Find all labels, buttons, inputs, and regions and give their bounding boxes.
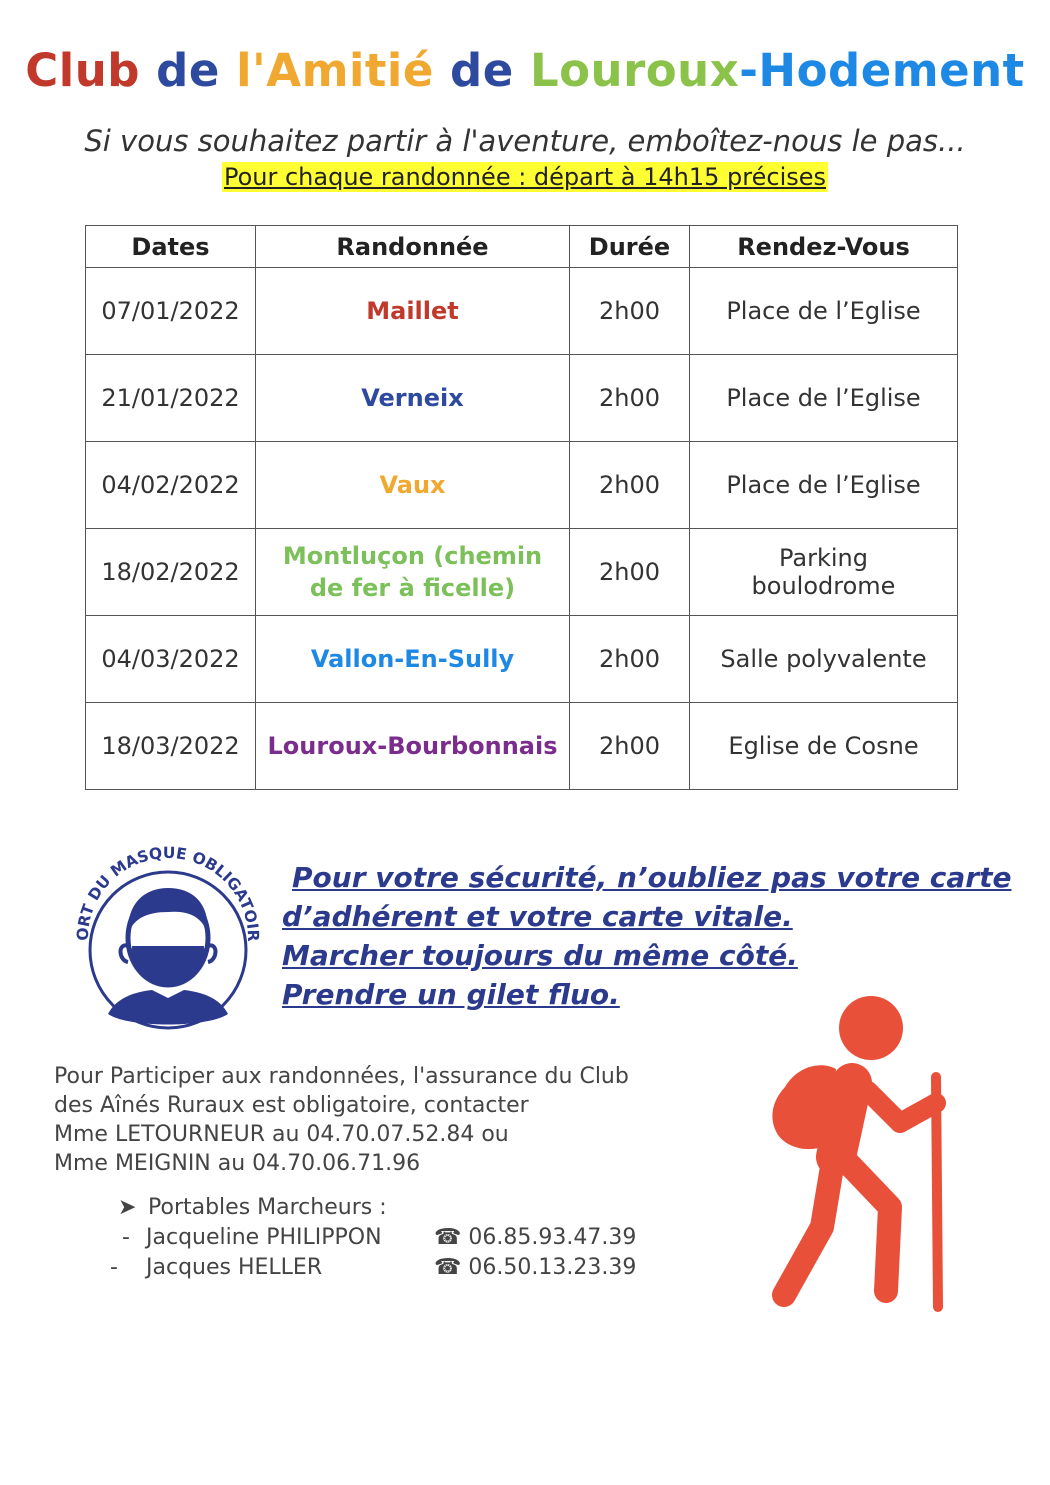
- cell-date: 18/02/2022: [86, 529, 256, 616]
- subtitle: Si vous souhaitez partir à l'aventure, emboîtez-nous le pas...: [84, 124, 966, 158]
- table-row: [86, 268, 958, 355]
- cell-meeting: Place de l’Eglise: [690, 268, 958, 355]
- masked-face-icon: [68, 838, 268, 1038]
- cell-duration: 2h00: [570, 616, 690, 703]
- hiker-illustration: [740, 995, 970, 1315]
- phone-icon: ☎: [434, 1255, 462, 1280]
- notice-line: [0, 162, 1050, 192]
- cell-meeting: Place de l’Eglise: [690, 442, 958, 529]
- mask-badge-text: ORT DU MASQUE OBLIGATOIR: [73, 843, 263, 942]
- contact-name: Jacqueline PHILIPPON: [146, 1225, 382, 1250]
- title-word: Club: [25, 44, 140, 97]
- cell-duration: 2h00: [570, 355, 690, 442]
- insurance-line: Pour Participer aux randonnées, l'assurance du Club: [54, 1064, 629, 1089]
- contact-item: [110, 1255, 637, 1280]
- departure-notice: Pour chaque randonnée : départ à 14h15 précises: [223, 163, 827, 191]
- cell-date: 18/03/2022: [86, 703, 256, 790]
- title-word: de: [156, 44, 220, 97]
- cell-date: 07/01/2022: [86, 268, 256, 355]
- title-word: de: [450, 44, 514, 97]
- safety-line: d’adhérent et votre carte vitale.: [282, 900, 793, 933]
- contact-phone: [434, 1225, 636, 1250]
- cell-date: 21/01/2022: [86, 355, 256, 442]
- table-header-row: [86, 226, 958, 268]
- contact-name: Jacques HELLER: [146, 1255, 323, 1280]
- contact-item: [122, 1225, 637, 1250]
- cell-duration: 2h00: [570, 442, 690, 529]
- mask-badge: [68, 838, 268, 1038]
- table-row: [86, 442, 958, 529]
- header-meeting: Rendez-Vous: [690, 226, 958, 268]
- title-word: -Hodement: [739, 44, 1025, 97]
- insurance-info: [54, 1062, 734, 1178]
- cell-duration: 2h00: [570, 529, 690, 616]
- cell-walk: Montluçon (chemin de fer à ficelle): [256, 529, 570, 616]
- title-word: Louroux: [529, 44, 740, 97]
- cell-walk: Vallon-En-Sully: [256, 616, 570, 703]
- page-title: [0, 44, 1050, 97]
- insurance-line: des Aînés Ruraux est obligatoire, contacter: [54, 1093, 529, 1118]
- title-word: l'Amitié: [236, 44, 434, 97]
- safety-line: Marcher toujours du même côté.: [282, 939, 798, 972]
- insurance-line: Mme LETOURNEUR au 04.70.07.52.84 ou: [54, 1122, 509, 1147]
- phones-heading: [118, 1195, 387, 1220]
- contact-number: 06.85.93.47.39: [468, 1225, 637, 1250]
- safety-line: Prendre un gilet fluo.: [282, 978, 620, 1011]
- phone-icon: ☎: [434, 1225, 462, 1250]
- table-row: [86, 529, 958, 616]
- dash-bullet-icon: -: [122, 1225, 130, 1250]
- dash-bullet-icon: -: [110, 1255, 118, 1280]
- contact-phone: [434, 1255, 636, 1280]
- schedule-table: [85, 225, 958, 790]
- cell-date: 04/03/2022: [86, 616, 256, 703]
- cell-meeting: Salle polyvalente: [690, 616, 958, 703]
- cell-meeting: Place de l’Eglise: [690, 355, 958, 442]
- safety-line: Pour votre sécurité, n’oubliez pas votre carte: [292, 861, 1012, 894]
- phones-heading-text: Portables Marcheurs :: [148, 1195, 387, 1220]
- header-duration: Durée: [570, 226, 690, 268]
- cell-date: 04/02/2022: [86, 442, 256, 529]
- table-row: [86, 355, 958, 442]
- cell-duration: 2h00: [570, 268, 690, 355]
- cell-meeting: Eglise de Cosne: [690, 703, 958, 790]
- safety-reminders: [282, 858, 1012, 1014]
- hiker-icon: [740, 995, 970, 1315]
- cell-walk: Louroux-Bourbonnais: [256, 703, 570, 790]
- cell-walk: Vaux: [256, 442, 570, 529]
- header-dates: Dates: [86, 226, 256, 268]
- insurance-line: Mme MEIGNIN au 04.70.06.71.96: [54, 1151, 421, 1176]
- cell-walk: Maillet: [256, 268, 570, 355]
- table-row: [86, 703, 958, 790]
- cell-meeting: Parking boulodrome: [690, 529, 958, 616]
- contact-number: 06.50.13.23.39: [468, 1255, 637, 1280]
- table-row: [86, 616, 958, 703]
- arrow-bullet-icon: ➤: [118, 1195, 137, 1220]
- cell-duration: 2h00: [570, 703, 690, 790]
- header-walk: Randonnée: [256, 226, 570, 268]
- cell-walk: Verneix: [256, 355, 570, 442]
